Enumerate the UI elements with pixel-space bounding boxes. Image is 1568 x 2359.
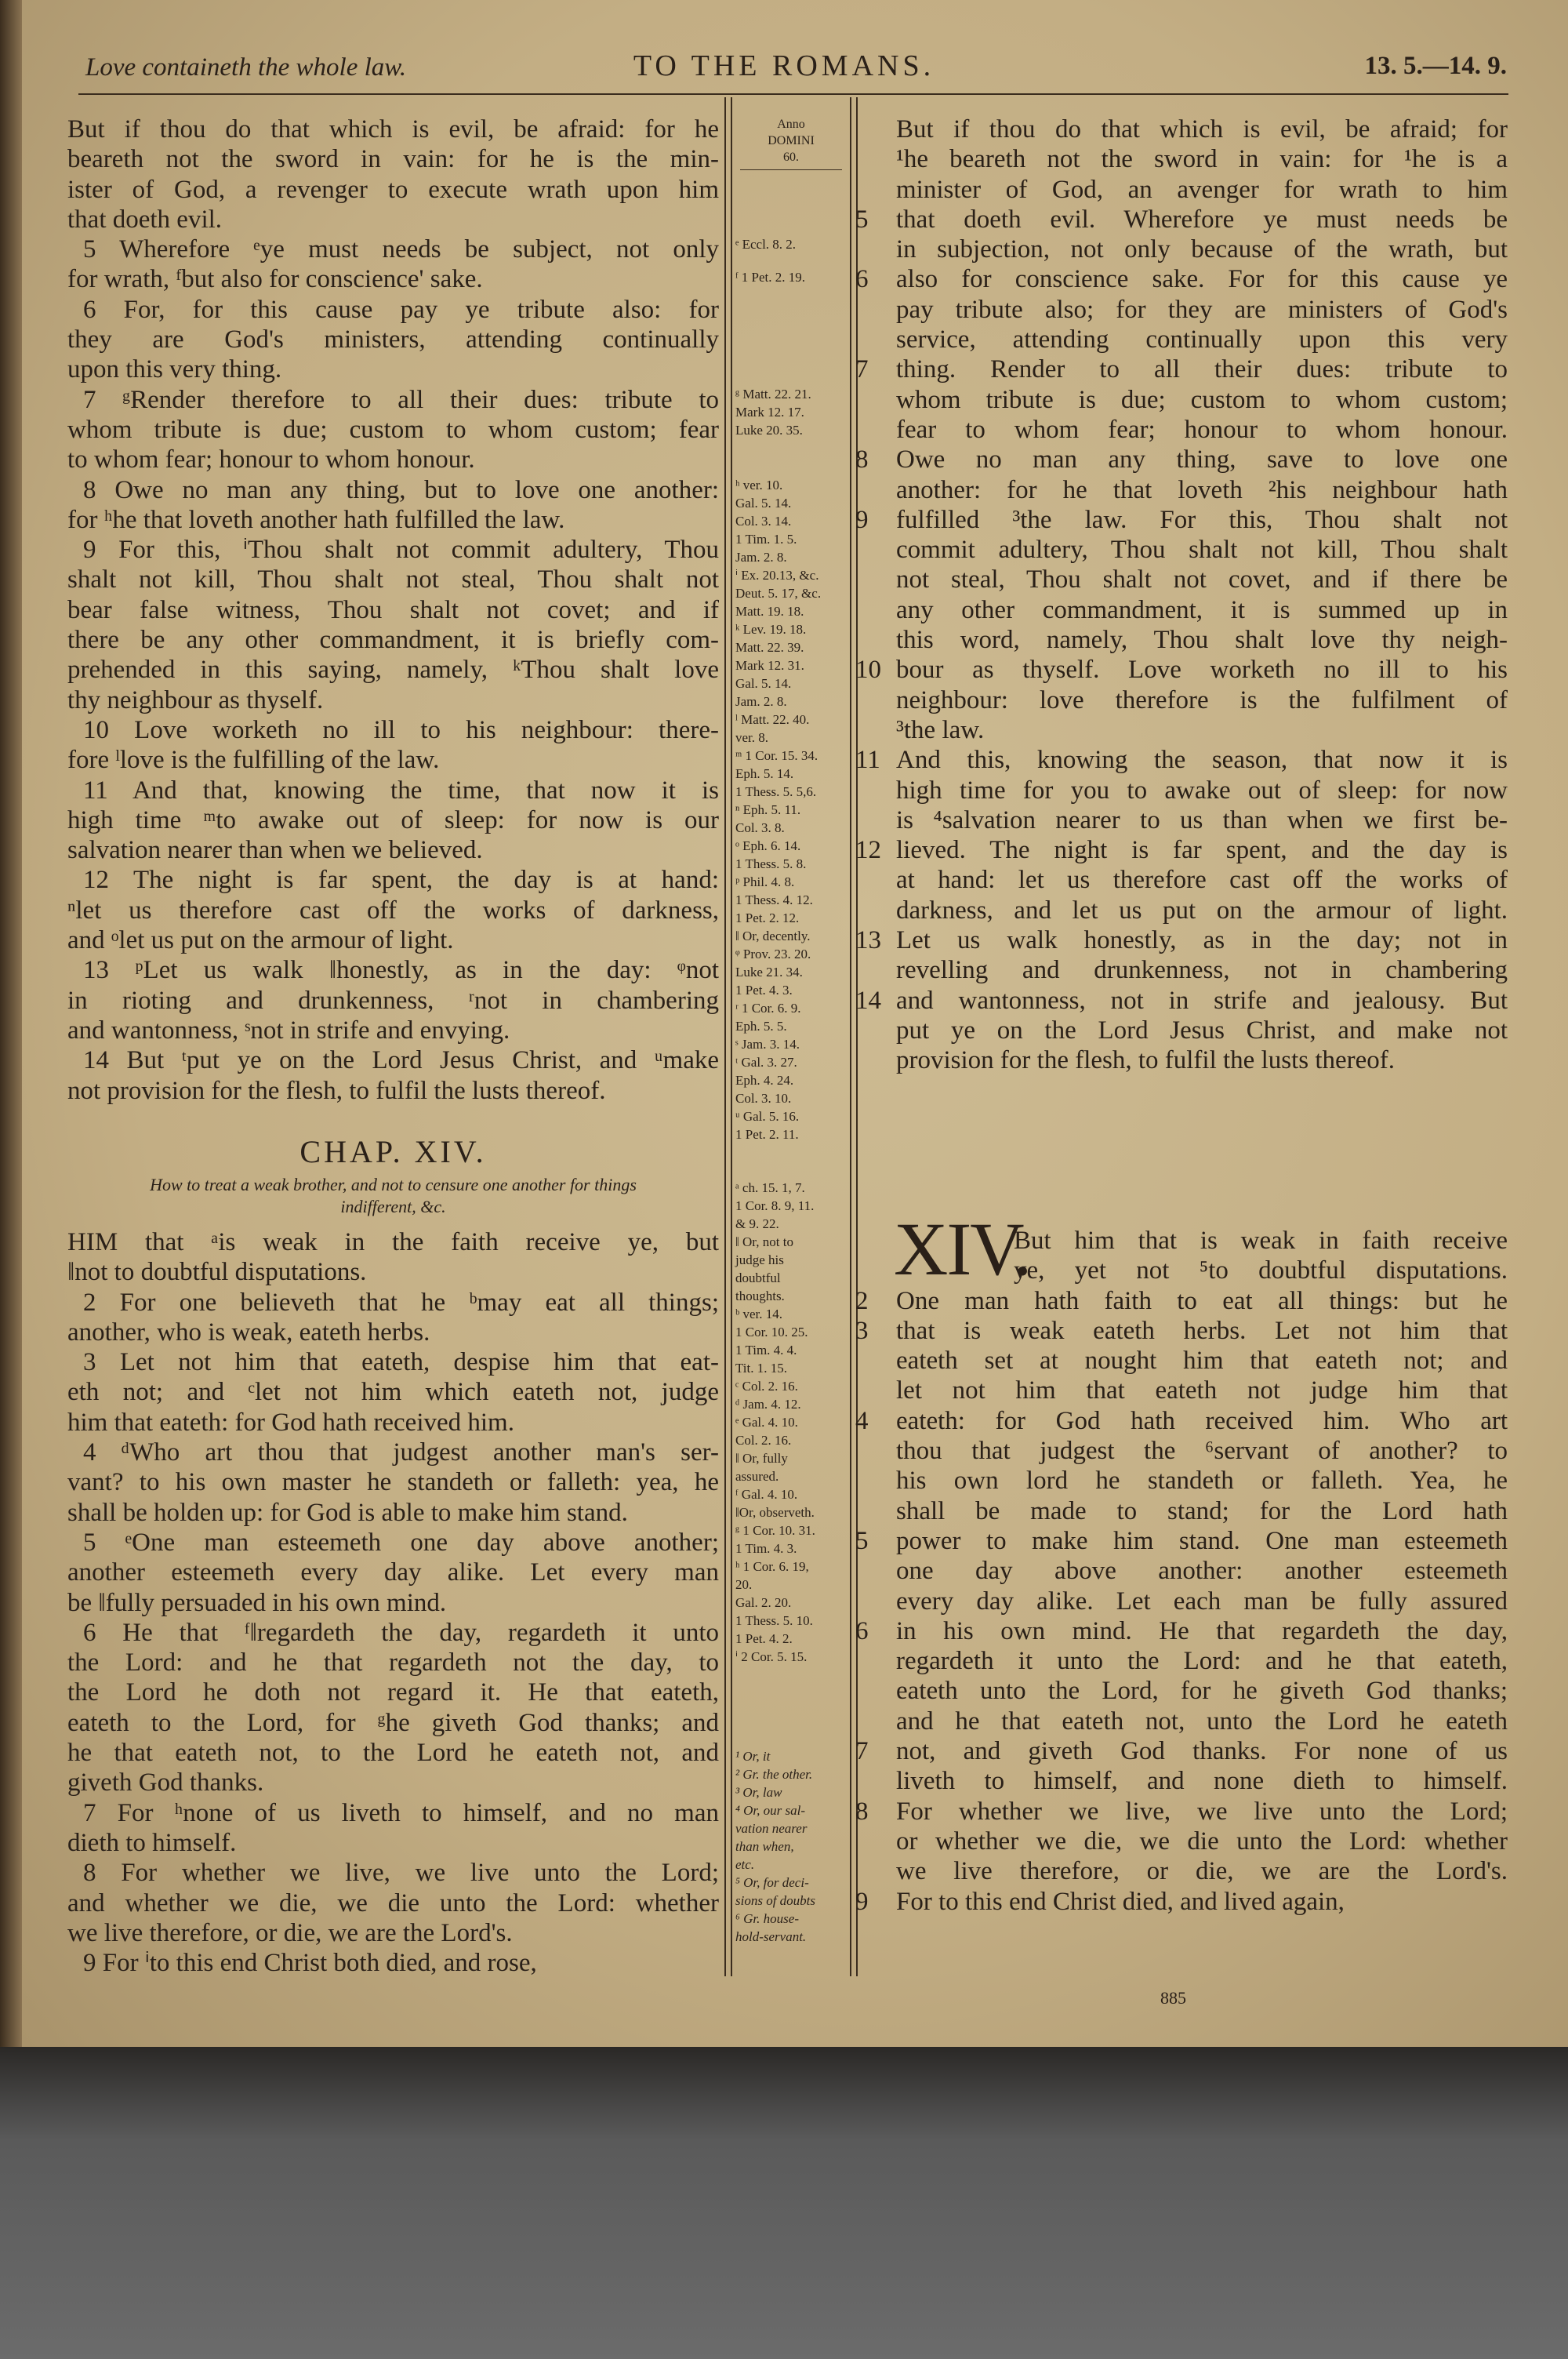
- marginal-references: [735, 476, 847, 1143]
- verse-number: 7: [855, 1737, 869, 1766]
- verse-number: 6: [855, 1616, 869, 1645]
- verse-line: [896, 325, 1508, 354]
- verse-text: thou that judgest the ⁶servant of another? to: [896, 1437, 1508, 1466]
- note-line: ᵍ Matt. 22. 21.: [735, 387, 811, 402]
- note-line: Col. 2. 16.: [735, 1433, 792, 1448]
- verse-number: 14: [855, 986, 881, 1015]
- verse-line: [896, 1436, 1508, 1466]
- verse-line: that doeth evil.: [67, 205, 223, 234]
- verse-line: 6 For, for this cause pay ye tribute also: for: [83, 295, 719, 324]
- note-line: ᵗ Gal. 3. 27.: [735, 1055, 797, 1070]
- verse-text: commit adultery, Thou shalt not kill, Thou shalt: [896, 536, 1508, 565]
- verse-text: every day alike. Let each man be fully assured: [896, 1587, 1508, 1616]
- verse-line: HIM that ᵃis weak in the faith receive ye, but: [67, 1228, 719, 1256]
- note-line: ᵠ Prov. 23. 20.: [735, 947, 811, 961]
- verse-line: [896, 1346, 1508, 1376]
- note-line: Jam. 2. 8.: [735, 694, 787, 709]
- note-line: 1 Pet. 2. 12.: [735, 911, 800, 925]
- verse-text: lieved. The night is far spent, and the day is: [896, 836, 1508, 865]
- note-line: doubtful: [735, 1270, 781, 1285]
- verse-line: for ʰhe that loveth another hath fulfilled the law.: [67, 505, 565, 534]
- note-line: 20.: [735, 1577, 753, 1592]
- verse-line: [855, 986, 1508, 1016]
- verse-line: ister of God, a revenger to execute wrath upon him: [67, 175, 719, 204]
- note-line: ⁵ Or, for deci-: [735, 1875, 809, 1890]
- verse-line: [855, 1616, 1508, 1646]
- verse-text: power to make him stand. One man esteemeth: [896, 1526, 1508, 1555]
- note-line: Col. 3. 8.: [735, 820, 785, 835]
- note-line: 1 Thess. 4. 12.: [735, 892, 813, 907]
- verse-number: 2: [855, 1286, 869, 1315]
- verse-line: [896, 475, 1508, 505]
- verse-text: that doeth evil. Wherefore ye must needs be: [896, 205, 1508, 234]
- verse-number: 8: [855, 1797, 869, 1826]
- note-line: ‖Or, observeth.: [735, 1505, 815, 1520]
- verse-text: and wantonness, not in strife and jealousy. But: [896, 986, 1508, 1015]
- verse-line: and whether we die, we die unto the Lord: whether: [67, 1888, 719, 1917]
- verse-line: giveth God thanks.: [67, 1768, 264, 1797]
- verse-text: service, attending continually upon this very: [896, 325, 1508, 354]
- verse-line: vant? to his own master he standeth or falleth: yea, he: [67, 1468, 719, 1497]
- verse-line: 7 For ʰnone of us liveth to himself, and no man: [83, 1798, 719, 1827]
- note-line: Col. 3. 14.: [735, 514, 792, 529]
- chapter-verse-range: 13. 5.—14. 9.: [1364, 52, 1507, 80]
- note-line: 1 Pet. 2. 11.: [735, 1127, 799, 1142]
- verse-text: and he that eateth not, unto the Lord he eateth: [896, 1707, 1508, 1736]
- verse-line: [896, 595, 1508, 625]
- verse-number: 7: [855, 355, 869, 384]
- note-line: 1 Pet. 4. 3.: [735, 983, 793, 998]
- note-line: ᵏ Lev. 19. 18.: [735, 622, 807, 637]
- note-line: assured.: [735, 1469, 779, 1484]
- chapter-heading: CHAP. XIV.: [299, 1134, 487, 1169]
- verse-number: 9: [855, 505, 869, 534]
- verse-line: [855, 1406, 1508, 1436]
- verse-text: pay tribute also; for they are ministers of God's: [896, 295, 1508, 324]
- left-column-kjv-ch13: [67, 114, 719, 1106]
- verse-line: beareth not the sword in vain: for he is the min-: [67, 145, 719, 174]
- verse-line: 10 Love worketh no ill to his neighbour: there-: [83, 715, 719, 744]
- verse-line: be ‖fully persuaded in his own mind.: [67, 1588, 447, 1617]
- verse-line: [855, 1286, 1508, 1316]
- verse-line: shalt not kill, Thou shalt not steal, Thou shalt not: [67, 565, 719, 594]
- verse-line: high time ᵐto awake out of sleep: for now is our: [67, 805, 719, 834]
- verse-text: ³the law.: [896, 715, 985, 744]
- note-line: 1 Thess. 5. 10.: [735, 1613, 813, 1628]
- verse-text: any other commandment, it is summed up in: [896, 595, 1508, 624]
- verse-text: One man hath faith to eat all things: but he: [896, 1286, 1508, 1315]
- note-line: etc.: [735, 1857, 755, 1872]
- verse-line: the Lord: and he that regardeth not the day, to: [67, 1648, 719, 1677]
- verse-line: [896, 776, 1508, 805]
- verse-text: put ye on the Lord Jesus Christ, and make not: [896, 1016, 1508, 1045]
- note-line: ʰ ver. 10.: [735, 478, 783, 493]
- verse-line: 12 The night is far spent, the day is at hand:: [83, 866, 719, 895]
- note-line: ᵉ Eccl. 8. 2.: [735, 237, 797, 252]
- verse-line: [896, 896, 1508, 925]
- verse-line: 11 And that, knowing the time, that now it is: [83, 776, 719, 805]
- verse-text: also for conscience sake. For for this cause ye: [896, 265, 1508, 294]
- verse-line: [896, 1226, 1508, 1256]
- verse-line: 13 ᵖLet us walk ‖honestly, as in the day: ᵠnot: [83, 956, 719, 985]
- verse-number: 3: [855, 1316, 869, 1345]
- verse-text: minister of God, an avenger for wrath to him: [896, 175, 1508, 204]
- verse-line: the Lord he doth not regard it. He that eateth,: [67, 1678, 719, 1707]
- verse-line: [855, 264, 1508, 294]
- verse-line: 4 ᵈWho art thou that judgest another man's ser-: [83, 1438, 719, 1467]
- verse-line: [855, 655, 1508, 685]
- note-line: ˢ Jam. 3. 14.: [735, 1037, 800, 1052]
- verse-line: [896, 114, 1508, 144]
- verse-text: regardeth it unto the Lord: and he that eateth,: [896, 1647, 1508, 1676]
- verse-line: [896, 385, 1508, 415]
- verse-line: [896, 175, 1508, 205]
- verse-line: fore ˡlove is the fulfilling of the law.: [67, 746, 440, 775]
- verse-line: [896, 865, 1508, 895]
- verse-text: ¹he beareth not the sword in vain: for ¹he is a: [896, 145, 1508, 174]
- verse-line: salvation nearer than when we believed.: [67, 836, 483, 865]
- verse-line: But if thou do that which is evil, be afraid: for he: [67, 115, 719, 144]
- page-number: 885: [1160, 1988, 1186, 2008]
- verse-text: or whether we die, we die unto the Lord: whether: [896, 1826, 1508, 1856]
- verse-number: 4: [855, 1406, 869, 1435]
- verse-line: [896, 715, 1508, 745]
- verse-line: [896, 295, 1508, 325]
- verse-line: to whom fear; honour to whom honour.: [67, 445, 475, 474]
- verse-number: 9: [855, 1887, 869, 1916]
- verse-line: [855, 1736, 1508, 1766]
- verse-text: not steal, Thou shalt not covet, and if there be: [896, 565, 1508, 594]
- chapter-summary-line: indifferent, &c.: [340, 1197, 446, 1216]
- verse-line: [896, 565, 1508, 594]
- note-line: Jam. 2. 8.: [735, 550, 787, 565]
- note-line: ² Gr. the other.: [735, 1767, 813, 1782]
- verse-line: 7 ᵍRender therefore to all their dues: tribute to: [83, 385, 719, 414]
- book-title-header: TO THE ROMANS.: [633, 49, 935, 82]
- verse-line: [896, 535, 1508, 565]
- verse-line: [896, 625, 1508, 655]
- note-line: Eph. 5. 5.: [735, 1019, 787, 1034]
- verse-text: liveth to himself, and none dieth to himself.: [896, 1767, 1508, 1796]
- note-line: ᵖ Phil. 4. 8.: [735, 874, 795, 889]
- verse-line: [896, 1466, 1508, 1496]
- verse-line: [896, 1856, 1508, 1886]
- verse-line: 2 For one believeth that he ᵇmay eat all things;: [83, 1288, 719, 1317]
- note-line: Matt. 19. 18.: [735, 604, 804, 619]
- note-line: ᵍ 1 Cor. 10. 31.: [735, 1523, 815, 1538]
- chapter-numeral: XIV.: [894, 1207, 1031, 1291]
- verse-line: he that eateth not, to the Lord he eateth not, and: [67, 1739, 719, 1768]
- right-column-rv-ch13: [855, 114, 1508, 1076]
- verse-line: another, who is weak, eateth herbs.: [67, 1318, 430, 1347]
- note-line: ᵇ ver. 14.: [735, 1307, 783, 1321]
- note-line: ᶠ Gal. 4. 10.: [735, 1487, 798, 1502]
- verse-line: dieth to himself.: [67, 1828, 237, 1857]
- note-line: ¹ Or, it: [735, 1749, 771, 1764]
- column-divider: [731, 97, 732, 1976]
- domini-label: DOMINI: [768, 134, 815, 147]
- verse-line: ⁿlet us therefore cast off the works of darkness,: [67, 896, 719, 925]
- note-line: ᵉ Gal. 4. 10.: [735, 1415, 798, 1430]
- verse-text: fear to whom fear; honour to whom honour.: [896, 415, 1508, 444]
- verse-number: 11: [855, 746, 880, 775]
- verse-line: for wrath, ᶠbut also for conscience' sake.: [67, 265, 483, 294]
- note-line: vation nearer: [735, 1821, 808, 1836]
- verse-line: [855, 1887, 1508, 1917]
- note-line: ⁱ 2 Cor. 5. 15.: [735, 1649, 808, 1664]
- verse-number: 5: [855, 205, 869, 234]
- verse-line: [896, 144, 1508, 174]
- book-spine-edge: [0, 0, 22, 2047]
- verse-line: 9 For this, ⁱThou shalt not commit adultery, Thou: [83, 536, 719, 565]
- verse-line: [896, 1256, 1508, 1285]
- anno-domini-box: [735, 116, 847, 165]
- note-line: 1 Cor. 10. 25.: [735, 1325, 808, 1339]
- note-line: ᵐ 1 Cor. 15. 34.: [735, 748, 818, 763]
- verse-number: 10: [855, 656, 881, 685]
- verse-text: in his own mind. He that regardeth the day,: [896, 1616, 1508, 1645]
- verse-text: neighbour: love therefore is the fulfilment of: [896, 685, 1508, 714]
- note-line: thoughts.: [735, 1289, 785, 1303]
- verse-text: we live therefore, or die, we are the Lord's.: [896, 1857, 1508, 1886]
- note-line: ᶠ 1 Pet. 2. 19.: [735, 270, 806, 285]
- verse-line: [896, 805, 1508, 835]
- year-label: 60.: [783, 151, 799, 164]
- verse-text: eateth: for God hath received him. Who art: [896, 1406, 1508, 1435]
- verse-line: there be any other commandment, it is briefly com-: [67, 626, 719, 655]
- note-line: ‖ Or, not to: [735, 1234, 793, 1249]
- verse-line: and wantonness, ˢnot in strife and envying.: [67, 1016, 510, 1045]
- verse-line: [896, 1646, 1508, 1676]
- verse-line: [896, 1676, 1508, 1706]
- note-line: ³ Or, law: [735, 1785, 782, 1800]
- column-divider: [724, 97, 726, 1976]
- header-rule: [78, 93, 1508, 95]
- verse-line: [896, 234, 1508, 264]
- verse-line: 8 Owe no man any thing, but to love one another:: [83, 475, 719, 504]
- verse-line: him that eateth: for God hath received him.: [67, 1408, 514, 1437]
- note-line: ⁿ Eph. 5. 11.: [735, 802, 801, 817]
- verse-line: [896, 1826, 1508, 1856]
- verse-text: is ⁴salvation nearer to us than when we first be-: [896, 805, 1508, 834]
- note-line: & 9. 22.: [735, 1216, 779, 1231]
- note-line: Luke 21. 34.: [735, 965, 803, 980]
- marginal-references: [735, 235, 847, 286]
- verse-line: eateth to the Lord, for ᵍhe giveth God thanks; and: [67, 1708, 719, 1737]
- note-line: Deut. 5. 17, &c.: [735, 586, 822, 601]
- verse-line: [896, 1496, 1508, 1526]
- note-line: ʰ 1 Cor. 6. 19,: [735, 1559, 809, 1574]
- verse-line: 9 For ⁱto this end Christ both died, and rose,: [83, 1949, 537, 1978]
- note-line: Gal. 5. 14.: [735, 676, 792, 691]
- note-line: ˡ Matt. 22. 40.: [735, 712, 810, 727]
- note-line: ᵈ Jam. 4. 12.: [735, 1397, 801, 1412]
- note-line: 1 Thess. 5. 8.: [735, 856, 807, 871]
- verse-line: [855, 835, 1508, 865]
- note-line: Tit. 1. 15.: [735, 1361, 787, 1376]
- note-line: ᶜ Col. 2. 16.: [735, 1379, 798, 1394]
- note-line: Eph. 4. 24.: [735, 1073, 794, 1088]
- verse-line: bear false witness, Thou shalt not covet; and if: [67, 595, 719, 624]
- note-line: 1 Tim. 4. 4.: [735, 1343, 797, 1358]
- verse-text: that is weak eateth herbs. Let not him that: [896, 1316, 1508, 1345]
- running-head-left: Love containeth the whole law.: [85, 53, 407, 82]
- verse-line: we live therefore, or die, we are the Lord's.: [67, 1918, 513, 1947]
- note-line: ‖ Or, fully: [735, 1451, 788, 1466]
- verse-text: bour as thyself. Love worketh no ill to his: [896, 656, 1508, 685]
- note-line: Mark 12. 17.: [735, 405, 804, 420]
- verse-line: [855, 745, 1508, 775]
- note-line: judge his: [735, 1252, 784, 1267]
- verse-text: let not him that eateth not judge him that: [896, 1376, 1508, 1405]
- verse-text: fulfilled ³the law. For this, Thou shalt not: [896, 505, 1508, 534]
- verse-text: ye, yet not ⁵to doubtful disputations.: [1014, 1256, 1508, 1285]
- verse-text: not, and giveth God thanks. For none of us: [896, 1737, 1508, 1766]
- verse-line: [896, 1376, 1508, 1405]
- note-line: 1 Tim. 1. 5.: [735, 532, 797, 547]
- column-divider: [850, 97, 851, 1976]
- verse-line: 3 Let not him that eateth, despise him that eat-: [83, 1348, 719, 1377]
- note-line: ⁶ Gr. house-: [735, 1911, 799, 1926]
- verse-text: another: for he that loveth ²his neighbour hath: [896, 475, 1508, 504]
- verse-line: [855, 445, 1508, 474]
- note-line: ᵘ Gal. 5. 16.: [735, 1109, 800, 1124]
- verse-line: upon this very thing.: [67, 355, 282, 384]
- verse-text: thing. Render to all their dues: tribute to: [896, 355, 1508, 384]
- verse-line: [896, 1045, 1508, 1075]
- verse-line: [896, 955, 1508, 985]
- verse-number: 6: [855, 265, 869, 294]
- verse-text: And this, knowing the season, that now it is: [896, 746, 1508, 775]
- verse-line: thy neighbour as thyself.: [67, 685, 324, 714]
- verse-line: [855, 505, 1508, 535]
- verse-text: his own lord he standeth or falleth. Yea, he: [896, 1467, 1508, 1496]
- verse-text: whom tribute is due; custom to whom custom;: [896, 385, 1508, 414]
- verse-line: prehended in this saying, namely, ᵏThou shalt love: [67, 656, 719, 685]
- verse-line: [855, 1526, 1508, 1556]
- note-line: Eph. 5. 14.: [735, 766, 794, 781]
- left-column-kjv-ch14: [67, 1227, 719, 1978]
- note-line: ᵃ ch. 15. 1, 7.: [735, 1180, 805, 1195]
- verse-line: [896, 1556, 1508, 1586]
- verse-number: 12: [855, 836, 881, 865]
- verse-line: [896, 1016, 1508, 1045]
- verse-number: 8: [855, 445, 869, 474]
- verse-number: 13: [855, 926, 881, 955]
- note-line: ʳ 1 Cor. 6. 9.: [735, 1001, 801, 1016]
- verse-line: [855, 205, 1508, 234]
- verse-line: 6 He that ᶠ‖regardeth the day, regardeth it unto: [83, 1618, 719, 1647]
- note-line: ⁴ Or, our sal-: [735, 1803, 806, 1818]
- verse-line: 14 But ᵗput ye on the Lord Jesus Christ, and ᵘmake: [83, 1046, 719, 1075]
- verse-text: revelling and drunkenness, not in chambering: [896, 956, 1508, 985]
- chapter-summary: [67, 1174, 719, 1218]
- verse-line: ‖not to doubtful disputations.: [67, 1258, 367, 1287]
- note-line: Gal. 5. 14.: [735, 496, 792, 511]
- note-line: 1 Thess. 5. 5,6.: [735, 784, 817, 799]
- verse-text: provision for the flesh, to fulfil the lusts thereof.: [896, 1046, 1396, 1075]
- note-line: hold-servant.: [735, 1929, 807, 1944]
- verse-line: [855, 1316, 1508, 1346]
- verse-line: whom tribute is due; custom to whom custom; fear: [67, 415, 719, 444]
- verse-text: in subjection, not only because of the wrath, but: [896, 235, 1508, 264]
- verse-line: [896, 1587, 1508, 1616]
- note-line: Gal. 2. 20.: [735, 1595, 792, 1610]
- verse-line: [855, 1797, 1508, 1826]
- note-line: 1 Pet. 4. 2.: [735, 1631, 793, 1646]
- verse-line: [855, 925, 1508, 955]
- note-line: ᵒ Eph. 6. 14.: [735, 838, 801, 853]
- verse-text: this word, namely, Thou shalt love thy neigh-: [896, 626, 1508, 655]
- verse-line: 5 ᵉOne man esteemeth one day above another;: [83, 1528, 719, 1557]
- note-line: ⁱ Ex. 20.13, &c.: [735, 568, 819, 583]
- note-line: Mark 12. 31.: [735, 658, 804, 673]
- verse-line: in rioting and drunkenness, ʳnot in chambering: [67, 986, 719, 1015]
- verse-number: 5: [855, 1526, 869, 1555]
- verse-line: [896, 1766, 1508, 1796]
- verse-text: Owe no man any thing, save to love one: [896, 445, 1508, 474]
- verse-line: they are God's ministers, attending continually: [67, 325, 719, 354]
- note-line: than when,: [735, 1839, 794, 1854]
- right-column-rv-ch14: [855, 1226, 1508, 1917]
- verse-text: But if thou do that which is evil, be afraid; for: [896, 115, 1508, 144]
- verse-text: at hand: let us therefore cast off the works of: [896, 866, 1508, 895]
- note-line: Matt. 22. 39.: [735, 640, 804, 655]
- anno-label: Anno: [777, 118, 805, 131]
- verse-text: darkness, and let us put on the armour of light.: [896, 896, 1508, 925]
- verse-text: one day above another: another esteemeth: [896, 1557, 1508, 1586]
- verse-line: not provision for the flesh, to fulfil the lusts thereof.: [67, 1076, 606, 1105]
- marginal-references: [735, 385, 847, 439]
- verse-text: For whether we live, we live unto the Lord;: [896, 1797, 1508, 1826]
- note-line: 1 Cor. 8. 9, 11.: [735, 1198, 815, 1213]
- verse-line: 5 Wherefore ᵉye must needs be subject, not only: [83, 235, 719, 264]
- note-line: Col. 3. 10.: [735, 1091, 792, 1106]
- verse-text: shall be made to stand; for the Lord hath: [896, 1496, 1508, 1525]
- verse-text: eateth set at nought him that eateth not; and: [896, 1347, 1508, 1376]
- verse-line: 8 For whether we live, we live unto the Lord;: [83, 1859, 719, 1888]
- verse-text: But him that is weak in faith receive: [1014, 1227, 1508, 1255]
- verse-text: high time for you to awake out of sleep: for now: [896, 776, 1508, 805]
- verse-text: Let us walk honestly, as in the day; not in: [896, 926, 1508, 955]
- note-line: Luke 20. 35.: [735, 423, 803, 438]
- note-line: ver. 8.: [735, 730, 769, 745]
- verse-line: [896, 1707, 1508, 1736]
- verse-line: [896, 415, 1508, 445]
- verse-line: [855, 354, 1508, 384]
- verse-text: eateth unto the Lord, for he giveth God thanks;: [896, 1677, 1508, 1706]
- note-line: ‖ Or, decently.: [735, 929, 811, 943]
- verse-text: For to this end Christ died, and lived again,: [896, 1887, 1345, 1916]
- verse-line: another esteemeth every day alike. Let every man: [67, 1558, 719, 1587]
- verse-line: eth not; and ᶜlet not him which eateth not, judge: [67, 1378, 719, 1407]
- chapter-summary-line: How to treat a weak brother, and not to censure one another for things: [150, 1175, 637, 1194]
- background-below-page: [0, 2047, 1568, 2359]
- verse-line: [896, 685, 1508, 715]
- note-line: 1 Tim. 4. 3.: [735, 1541, 797, 1556]
- anno-rule: [740, 169, 842, 170]
- marginal-references: [735, 1179, 847, 1666]
- verse-line: shall be holden up: for God is able to make him stand.: [67, 1498, 628, 1527]
- verse-line: and ᵒlet us put on the armour of light.: [67, 926, 454, 955]
- note-line: sions of doubts: [735, 1893, 816, 1908]
- revised-version-footnotes: [735, 1747, 847, 1946]
